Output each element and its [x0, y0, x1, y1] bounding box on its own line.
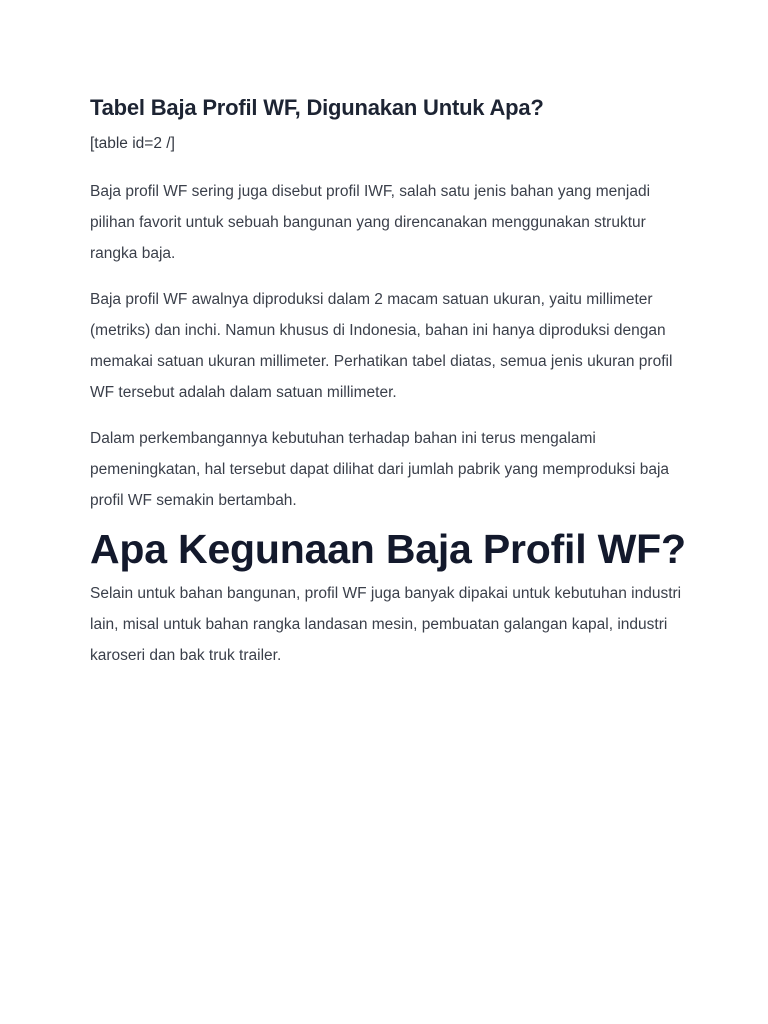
main-heading: Apa Kegunaan Baja Profil WF?	[90, 526, 686, 572]
paragraph-wf-demand: Dalam perkembangannya kebutuhan terhadap bahan ini terus mengalami pemeningkatan, hal tersebut dapat dilihat dari jumlah pabrik yang memproduksi baja profil WF semakin bertambah.	[90, 430, 670, 509]
article-body	[90, 92, 690, 671]
paragraph-wf-units: Baja profil WF awalnya diproduksi dalam 2 macam satuan ukuran, yaitu millimeter (metriks) dan inchi. Namun khusus di Indonesia, bahan ini hanya diproduksi dengan memakai satuan ukuran millimeter. Perhatikan tabel diatas, semua jenis ukuran profil WF tersebut adalah dalam satuan millimeter.	[90, 291, 673, 401]
paragraph-wf-definition: Baja profil WF sering juga disebut profil IWF, salah satu jenis bahan yang menjadi pilihan favorit untuk sebuah bangunan yang direncanakan menggunakan struktur rangka baja.	[90, 183, 651, 262]
paragraph-wf-uses: Selain untuk bahan bangunan, profil WF juga banyak dipakai untuk kebutuhan industri lain, misal untuk bahan rangka landasan mesin, pembuatan galangan kapal, industri karoseri dan bak truk trailer.	[90, 585, 682, 664]
table-shortcode-text: [table id=2 /]	[90, 135, 175, 152]
section-heading: Tabel Baja Profil WF, Digunakan Untuk Apa?	[90, 95, 544, 120]
